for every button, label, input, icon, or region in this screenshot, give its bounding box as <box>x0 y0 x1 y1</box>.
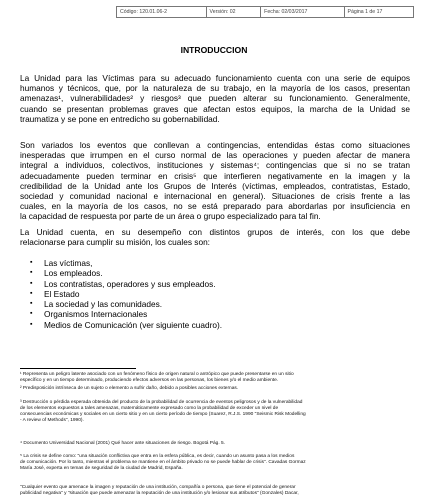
footnote-line: ² Predisposición intrínseca de un sujeto o elemento a sufrir daño, debido a posibles acciones externas. <box>20 386 239 391</box>
list-item: ▪ El Estado <box>20 289 222 299</box>
header-pagina: Página 1 de 17 <box>344 7 414 18</box>
list-item: ▪ Organismos Internacionales <box>20 309 222 319</box>
footnote-line: de los elementos expuestos a tales amenazas, matemáticamente expresado como la probabilidad de exceder un nivel de <box>20 406 279 411</box>
footnote-line: María José, experta en temas de seguridad de la ciudad de Madrid, España. <box>20 466 183 471</box>
footnote-2 <box>20 386 418 392</box>
document-header <box>116 0 416 20</box>
paragraph-line: La Unidad para las Víctimas para su adecuado funcionamiento cuenta con una serie de equipos <box>20 73 410 83</box>
footnote-4 <box>20 441 418 447</box>
header-fecha: Fecha: 02/03/2017 <box>261 7 344 18</box>
header-codigo: Código: 120.01.06-2 <box>117 7 207 18</box>
paragraph-3 <box>20 227 410 247</box>
footnote-divider <box>20 368 136 369</box>
header-title <box>119 0 345 1</box>
paragraph-line: humanos y técnicos, que, por la naturaleza de su trabajo, en la mayoría de los casos, presentan <box>20 83 410 94</box>
header-version: Versión: 02 <box>206 7 261 18</box>
footnote-line: ³ Destrucción o pérdida esperada obtenida del producto de la probabilidad de ocurrencia de eventos peligrosos y de la vulnerabilidad <box>20 400 303 405</box>
list-item: ▪ Los contratistas, operadores y sus empleados. <box>20 279 222 289</box>
footnote-3 <box>20 400 418 424</box>
section-title: INTRODUCCION <box>180 45 248 55</box>
footnote-line: ⁵ La crisis se define como: "una situación conflictiva que entra en la esfera pública, es decir, cuando un asunto pasa a los medios <box>20 454 295 459</box>
footnote-5 <box>20 454 418 472</box>
footnote-line: "Cualquier evento que amenace la imagen y reputación de una institución, compañía o persona, que tiene el potencial de generar <box>20 485 296 490</box>
paragraph-line: cuando se presentan problemas graves que afectan estos equipos, la marcha de la Unidad se <box>20 103 410 114</box>
paragraph-line: inesperadas que irrumpen en el curso normal de las operaciones y pueden afectar de manera <box>20 150 410 161</box>
paragraph-line: traumatiza y se pone en entredicho su gobernabilidad. <box>20 113 220 124</box>
footnote-line: ⁴ Documento Universidad Nacional (2001) Qué hacer ante situaciones de riesgo. Bogotá Pág. 5. <box>20 441 225 446</box>
footnote-line: de comunicación. Por lo tanto, mientras el problema se mantiene en el ámbito privado no se puede hablar de crisis". Cavadas Gormaz <box>20 460 306 465</box>
footnote-1 <box>20 372 418 384</box>
paragraph-line: adecuadamente pueden terminar en crisis⁵ que interfieren negativamente en la imagen y la <box>20 170 410 181</box>
paragraph-line: cuales, en la mayoría de los casos, no se está preparado para abordarlas por insuficiencia en <box>20 201 410 212</box>
paragraph-line: sociedad y comunidad nacional e internacional en general). Situaciones de crisis frente a las <box>20 191 410 202</box>
paragraph-line: La Unidad cuenta, en su desempeño con distintos grupos de interés, con los que debe <box>20 227 410 237</box>
header-table <box>116 6 414 18</box>
footnote-line: ¹ Representa un peligro latente asociado con un fenómeno físico de origen natural o antrópico que puede presentarse en un sitio <box>20 372 294 377</box>
stakeholder-list <box>20 258 222 330</box>
footnote-6 <box>20 485 418 497</box>
footnote-line: específico y en un tiempo determinado, produciendo efectos adversos en las personas, los bienes y/o el medio ambiente. <box>20 378 279 383</box>
paragraph-line: credibilidad de la Unidad ante los Grupos de Interés (víctimas, empleados, contratistas, Estado, <box>20 180 410 191</box>
paragraph-line: amenazas¹, vulnerabilidades² y riesgos³ que pueden alterar su funcionamiento. Generalmente, <box>20 93 410 104</box>
paragraph-line: la capacidad de respuesta por parte de un área o grupo especializado para tal fin. <box>20 211 321 222</box>
paragraph-1 <box>20 73 410 124</box>
paragraph-2 <box>20 140 410 222</box>
paragraph-line: integral a individuos, colectivos, instituciones y sistemas⁴; contingencias que si no se tratan <box>20 160 410 171</box>
list-item: ▪ Los empleados. <box>20 268 222 278</box>
list-item: ▪ Medios de Comunicación (ver siguiente cuadro). <box>20 320 222 330</box>
footnote-line: - A review of Methods", 1990). <box>20 418 84 423</box>
paragraph-line: Son variados los eventos que conllevan a contingencias, entendidas éstas como situaciones <box>20 140 410 150</box>
footnote-line: publicidad negativa" y "situación que puede amenazar la reputación de una institución y/o lesionar sus atributos" (Gonzales) Dacar, <box>20 491 299 496</box>
list-item: ▪ Las víctimas, <box>20 258 222 268</box>
footnote-line: consecuencias económicas y sociales en un cierto sitio y en un cierto período de tiempo (Suarez, R.J.S. 1990 "Seismic Risk Modelling <box>20 412 306 417</box>
paragraph-line: relacionarse para cumplir su misión, los cuales son: <box>20 237 210 248</box>
list-item: ▪ La sociedad y las comunidades. <box>20 299 222 309</box>
